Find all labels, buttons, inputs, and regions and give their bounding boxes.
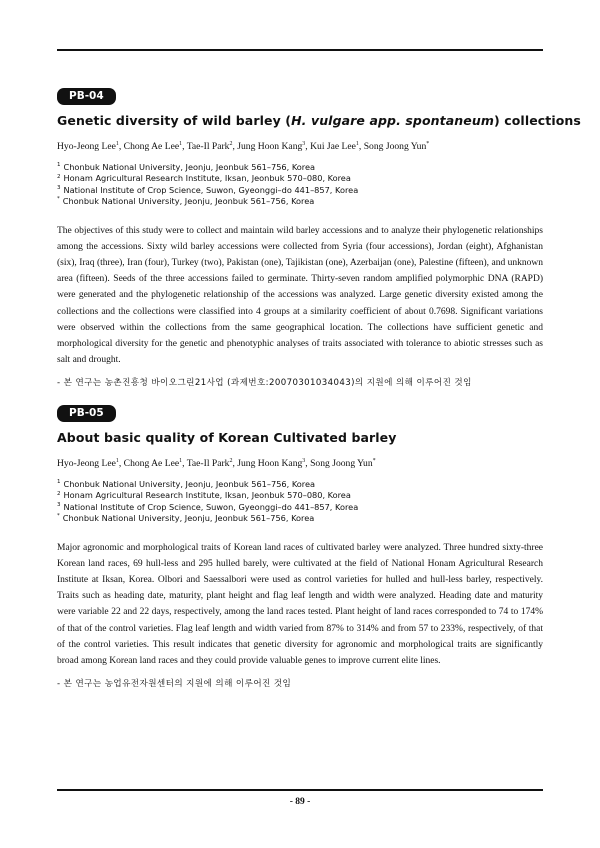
author-list: Hyo-Jeong Lee$^1$, Chong Ae Lee$^1$, Tae-Il Park$^2$, Jung Hoon Kang$^3$, Song Joong Yun*: [57, 457, 376, 469]
affiliation: * Chonbuk National University, Jeonju, Jeonbuk 561–756, Korea: [57, 196, 315, 207]
affiliation-list: [57, 162, 543, 208]
affiliation: $^1$ Chonbuk National University, Jeonju, Jeonbuk 561–756, Korea: [57, 162, 316, 172]
footer-rule: [57, 789, 543, 791]
abstract-section-pb05: [57, 403, 543, 689]
affiliation: $^3$ National Institute of Crop Science, Suwon, Gyeonggi–do 441–857, Korea: [57, 184, 359, 195]
abstract-title: About basic quality of Korean Cultivated barley: [57, 430, 397, 445]
affiliation: $^2$ Honam Agricultural Research Institute, Iksan, Jeonbuk 570–080, Korea: [57, 490, 351, 501]
affiliation: * Chonbuk National University, Jeonju, Jeonbuk 561–756, Korea: [57, 513, 315, 524]
funding-acknowledgement: - 본 연구는 농업유전자원센터의 지원에 의해 이루어진 것임: [57, 679, 292, 690]
abstract-id-badge: PB-04: [57, 88, 116, 105]
abstract-section-pb04: [57, 86, 581, 389]
author: Song Joong Yun*: [310, 457, 376, 469]
abstract-title: Genetic diversity of wild barley (H. vulgare app. spontaneum) collections: [57, 113, 581, 128]
author: Tae-Il Park$^2$: [186, 140, 233, 152]
author: Chong Ae Lee$^1$: [123, 457, 183, 469]
affiliation: $^3$ National Institute of Crop Science, Suwon, Gyeonggi–do 441–857, Korea: [57, 501, 359, 512]
author: Kui Jae Lee$^1$: [310, 140, 359, 152]
header-rule: [57, 49, 543, 51]
abstract-body: The objectives of this study were to collect and maintain wild barley accessions and to analyze their phylogenetic relationships among the accessions. Sixty wild barley accessions were collected from Syria (four accessions), Jordan (eight), Afghanistan (six), Iraq (three), Iran (four), Turkey (two), Pakistan (one), Tajikistan (one), Azerbaijan (one), Palestine (fifteen), and unknown area (fifteen). Seeds of the three accessions failed to germinate. Thirty-seven random amplified polymorphic DNA (RAPD) were generated and the phylogenetic relationship of the accessions was analyzed. Large genetic diversity existed among the collections and the collections were classified into 4 groups at a similarity coefficient of about 0.7698. Significant variations were observed within the collections from the same geographical location. The collections have sufficient genetic and morphological diversity for the genetic and phenotyphic analyses of traits associated with tolerance to abiotic stresses such as salt and drought.: [57, 225, 543, 366]
author-list: Hyo-Jeong Lee$^1$, Chong Ae Lee$^1$, Tae-Il Park$^2$, Jung Hoon Kang$^3$, Kui Jae Lee$^1$, Song Joong Yun*: [57, 140, 430, 152]
abstract-id-badge: PB-05: [57, 405, 116, 422]
author: Tae-Il Park$^2$: [186, 457, 233, 469]
affiliation: $^2$ Honam Agricultural Research Institute, Iksan, Jeonbuk 570–080, Korea: [57, 173, 351, 184]
author: Song Joong Yun*: [363, 140, 430, 152]
author: Hyo-Jeong Lee$^1$: [57, 140, 119, 152]
funding-acknowledgement: - 본 연구는 농촌진흥청 바이오그린21사업 (과제번호:20070301034043)의 지원에 의해 이루어진 것임: [57, 378, 472, 389]
author: Jung Hoon Kang$^3$: [237, 457, 306, 469]
author: Chong Ae Lee$^1$: [123, 140, 183, 152]
author: Jung Hoon Kang$^3$: [237, 140, 306, 152]
affiliation-list: [57, 479, 543, 525]
affiliation: $^1$ Chonbuk National University, Jeonju, Jeonbuk 561–756, Korea: [57, 479, 316, 489]
author: Hyo-Jeong Lee$^1$: [57, 457, 119, 469]
page-number: - 89 -: [289, 797, 311, 807]
abstract-body: Major agronomic and morphological traits of Korean land races of cultivated barley were analyzed. Three hundred sixty-three Korean land races, 69 hull-less and 295 hulled barely, were cultivated at the field of National Honam Agricultural Research Institute at Iksan, Korea. Olbori and Saessalbori were used as control varieties for hulled and hull-less barley, respectively. Traits such as heading date, maturity, plant height and flag leaf length and width were analyzed. Heading date and maturity were variable 22 and 22 days, respectively, among the land races tested. Plant height of land races corresponded to 74 to 174% of that of the control varieties. Flag leaf length and width varied from 87% to 314% and from 57 to 233%, respectively, of that of the control varieties. This result indicates that genetic diversity for agronomic and morphological traits are significantly broad among Korean land races and they could provide valuable genes to improve current elite lines.: [57, 542, 543, 667]
